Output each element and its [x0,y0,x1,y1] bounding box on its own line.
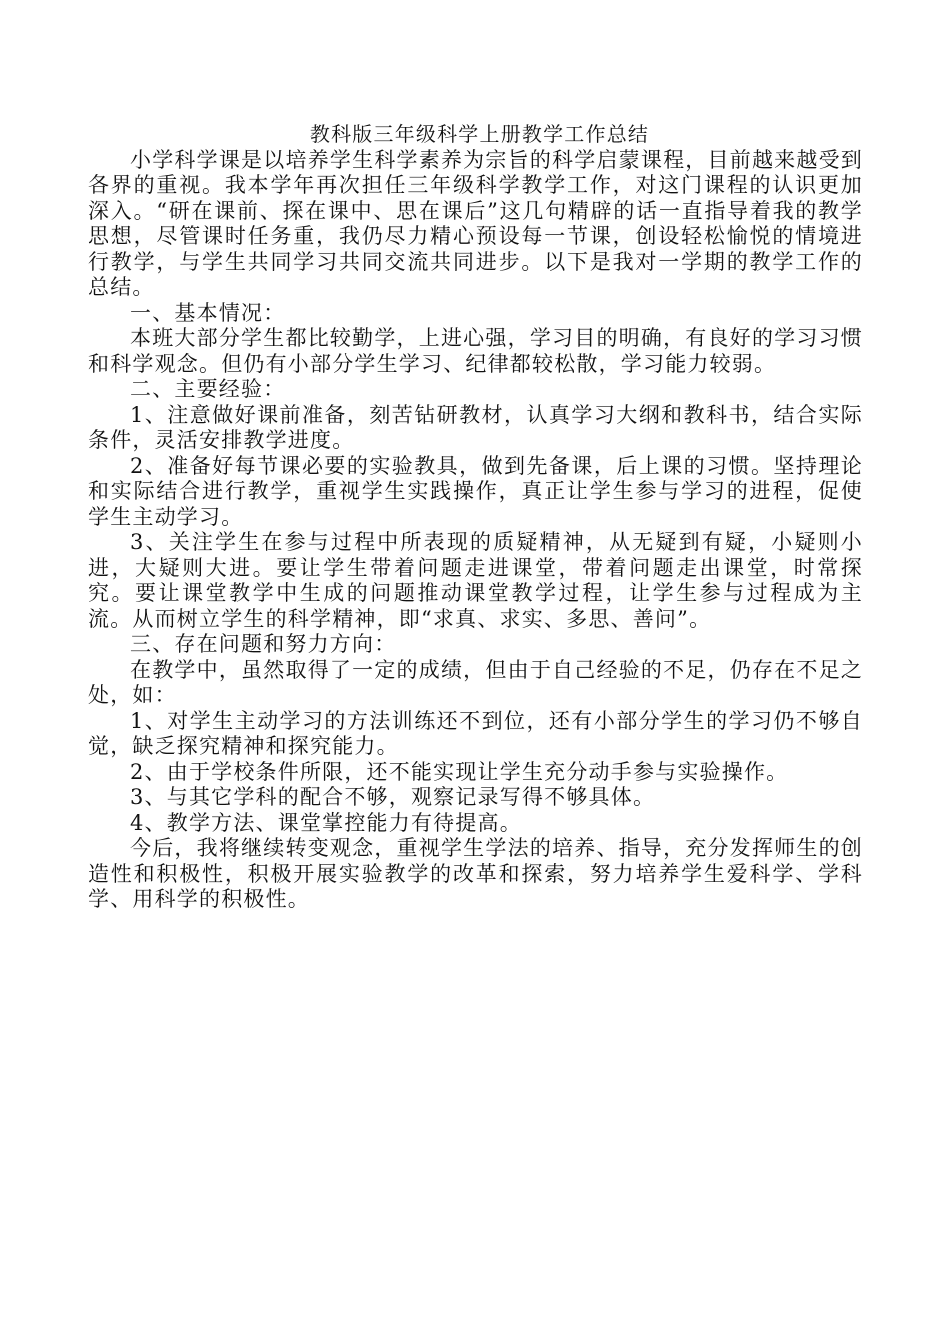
paragraph-experience-3: 3、关注学生在参与过程中所表现的质疑精神，从无疑到有疑，小疑则小进，大疑则大进。要让学生带着问题走进课堂，带着问题走出课堂，时常探究。要让课堂教学中生成的问题推动课堂教学过程，让学生参与过程成为主流。从而树立学生的科学精神，即“求真、求实、多思、善问”。 [88,530,863,631]
heading-main-experience: 二、主要经验： [130,377,286,401]
paragraph-conclusion: 今后，我将继续转变观念，重视学生学法的培养、指导，充分发挥师生的创造性和积极性，积极开展实验教学的改革和探索，努力培养学生爱科学、学科学、用科学的积极性。 [88,836,863,911]
paragraph-experience-2: 2、准备好每节课必要的实验教具，做到先备课，后上课的习惯。坚持理论和实际结合进行教学，重视学生实践操作，真正让学生参与学习的进程，促使学生主动学习。 [88,453,863,529]
paragraph-basic-situation: 本班大部分学生都比较勤学，上进心强，学习目的明确，有良好的学习习惯和科学观念。但仍有小部分学生学习、纪律都较松散，学习能力较弱。 [88,326,863,376]
heading-problems: 三、存在问题和努力方向： [130,632,397,656]
paragraph-problem-3: 3、与其它学科的配合不够，观察记录写得不够具体。 [130,785,656,809]
document-title: 教科版三年级科学上册教学工作总结 [309,122,650,146]
paragraph-problem-4: 4、教学方法、课堂掌控能力有待提高。 [130,810,522,835]
paragraph-experience-1: 1、注意做好课前准备，刻苦钻研教材，认真学习大纲和教科书，结合实际条件，灵活安排教学进度。 [88,402,863,452]
paragraph-problems-intro: 在教学中，虽然取得了一定的成绩，但由于自己经验的不足，仍存在不足之处，如： [88,657,863,707]
paragraph-problem-1: 1、对学生主动学习的方法训练还不到位，还有小部分学生的学习仍不够自觉，缺乏探究精神和探究能力。 [88,708,863,758]
heading-basic-situation: 一、基本情况： [130,300,286,325]
document-body [88,122,863,913]
paragraph-problem-2: 2、由于学校条件所限，还不能实现让学生充分动手参与实验操作。 [130,759,789,784]
paragraph-intro: 小学科学课是以培养学生科学素养为宗旨的科学启蒙课程，目前越来越受到各界的重视。我本学年再次担任三年级科学教学工作，对这门课程的认识更加深入。“研在课前、探在课中、思在课后”这几句精辟的话一直指导着我的教学思想，尽管课时任务重，我仍尽力精心预设每一节课，创设轻松愉悦的情境进行教学，与学生共同学习共同交流共同进步。以下是我对一学期的教学工作的总结。 [88,147,863,299]
